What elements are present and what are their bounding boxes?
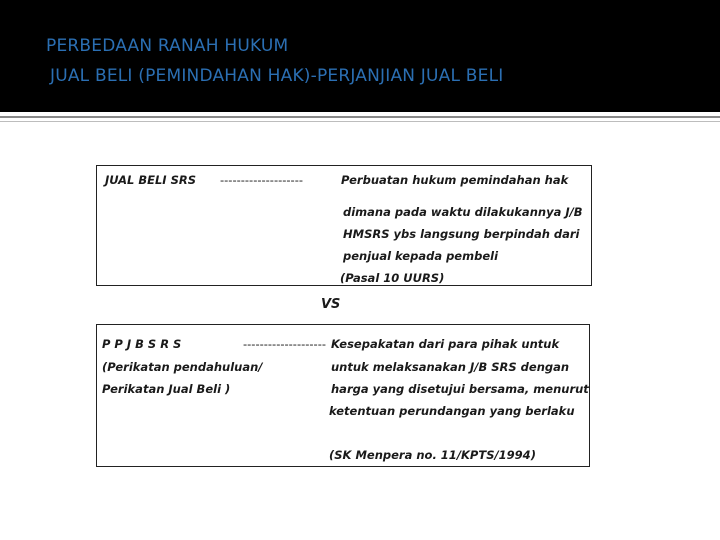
definition-line-4: penjual kepada pembeli	[343, 249, 499, 263]
header-divider-thin	[0, 121, 720, 122]
slide-title-line-1: PERBEDAAN RANAH HUKUM	[46, 36, 289, 56]
definition-line-1: Kesepakatan dari para pihak untuk	[331, 337, 560, 351]
term-separator: --------------------	[243, 337, 326, 351]
legal-reference: (Pasal 10 UURS)	[340, 271, 445, 285]
definition-line-3: HMSRS ybs langsung berpindah dari	[343, 227, 580, 241]
term-subtitle-line-1: (Perikatan pendahuluan/	[102, 360, 263, 374]
term-ppjb: P P J B S R S	[102, 337, 182, 351]
definition-box-jual-beli	[96, 165, 592, 286]
term-subtitle-line-2: Perikatan Jual Beli )	[102, 382, 231, 396]
definition-line-2: dimana pada waktu dilakukannya J/B	[343, 205, 583, 219]
legal-reference: (SK Menpera no. 11/KPTS/1994)	[329, 448, 536, 462]
versus-label: VS	[321, 297, 341, 312]
definition-line-4: ketentuan perundangan yang berlaku	[329, 404, 575, 418]
term-jual-beli: JUAL BELI SRS	[105, 173, 196, 187]
slide-title-line-2: JUAL BELI (PEMINDAHAN HAK)-PERJANJIAN JUAL BELI	[50, 66, 504, 86]
definition-line-2: untuk melaksanakan J/B SRS dengan	[331, 360, 570, 374]
term-separator: --------------------	[220, 173, 303, 187]
definition-line-3: harga yang disetujui bersama, menurut	[331, 382, 589, 396]
header-divider-thick	[0, 116, 720, 118]
definition-box-ppjb	[96, 324, 590, 467]
definition-line-1: Perbuatan hukum pemindahan hak	[341, 173, 569, 187]
title-header	[0, 0, 720, 112]
